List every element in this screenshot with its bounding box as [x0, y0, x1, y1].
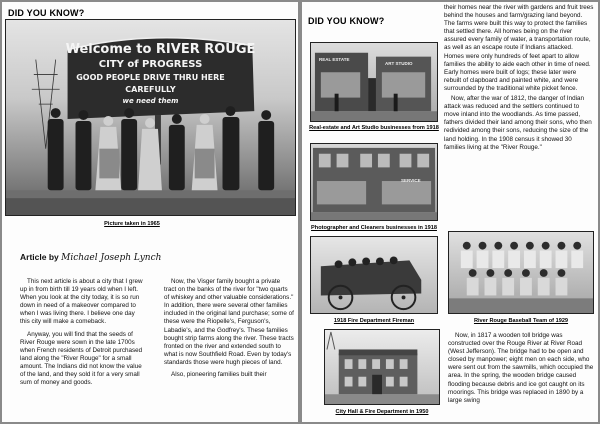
- article-paragraph: This next article is about a city that I grew up in from birth till 19 years old when I left. When you look at the city today, it is so run down in need of a makeover compared to when I was living there. I believe one day this city will make a comeback.: [20, 278, 143, 326]
- article-paragraph: Now, the Visger family bought a private tract on the banks of the river for "two quarts of whiskey and other valuable considerations." In addition, there were several other families included in the original land purchase; some of these were the Riopelle's, Ferguson's, Labadie's, and the Godfrey's. These families bought strip farms along the river. These tracts fronted on the river and extended south to what is now Southfield Road. Even by today's standards those were hugh pieces of land.: [164, 278, 294, 366]
- realestate-caption: Real-estate and Art Studio businesses from 1918: [309, 125, 439, 131]
- realestate-sign: REAL ESTATE: [319, 57, 350, 62]
- baseball-team-drawing: [449, 232, 593, 313]
- sign-line-good-people: GOOD PEOPLE DRIVE THRU HERE: [76, 73, 225, 82]
- article-column-1: [20, 278, 144, 387]
- cleaners-sign: SERVICE: [401, 178, 421, 183]
- sign-line-welcome: Welcome to RIVER ROUGE: [65, 42, 256, 57]
- artstudio-sign: ART STUDIO: [385, 61, 413, 66]
- sign-line-carefully: CAREFULLY: [125, 85, 176, 94]
- fire-caption: 1918 Fire Department Fireman: [333, 318, 415, 324]
- city-hall-drawing: [325, 330, 439, 404]
- cleaners-caption: Photographer and Cleaners businesses in 1918: [311, 225, 437, 231]
- article-title-prefix: Article by: [20, 252, 59, 262]
- fire-department-photo: [310, 236, 438, 314]
- article-paragraph: Anyway, you will find that the seeds of River Rouge were sown in the late 1700s when French residents of Detroit purchased land along the "River Rouge" for a small amount. The Indians did not know the value of the land, and they sold it for a very small sum of money and goods.: [20, 330, 143, 387]
- right-page: [302, 2, 598, 422]
- article-paragraph: their homes near the river with gardens and fruit trees behind the houses and farm/grazing land beyond. The farms were built this way to protect the families that settled there. All homes being on the river assured every family of water, a transportation route, as well as an escape route if Indians attacked. Homes were only hundreds of feet apart to allow families the ability to aide each other in time of need. Early homes were built of logs; these later were rebuilt of clapboard and painted white, and were surrounded by the traditional white picket fence.: [444, 4, 594, 92]
- realestate-photo: [310, 42, 438, 122]
- baseball-team-photo: [448, 231, 594, 314]
- article-author: Michael Joseph Lynch: [61, 253, 162, 263]
- city-hall-photo: [324, 329, 440, 405]
- photo-caption-1965: Picture taken in 1965: [104, 221, 160, 227]
- right-page-heading: DID YOU KNOW?: [308, 16, 385, 26]
- city-hall-caption: City Hall & Fire Department in 1950: [335, 409, 429, 415]
- sign-line-city: CITY of PROGRESS: [98, 59, 203, 70]
- article-paragraph: Also, pioneering families built their: [171, 371, 267, 379]
- welcome-sign-photo: [5, 19, 296, 216]
- article-paragraph: Now, after the war of 1812, the danger of Indian attack was reduced and the settlers continued to move inland into the woodlands. As time passed, fathers divided their land among their sons, who then redivided among their sons, reducing the size of the land holding. In the 1908 census it showed 30 families living at the "River Rouge.": [444, 95, 592, 151]
- article-paragraph: Now, in 1817 a wooden toll bridge was constructed over the Rouge River at River Road (West Jefferson). The bridge had to be open and closed by manpower; eight men on each side, who were sent out from the sawmills, which occupied the area. In the spring, the wooden bridge caused flooding because debris and ice got caught on its moorings. This bridge was replaced in 1890 by a large swing: [448, 332, 594, 404]
- fire-truck-drawing: [311, 237, 437, 313]
- left-page-heading: DID YOU KNOW?: [8, 8, 85, 18]
- cleaners-photo: [310, 143, 438, 221]
- realestate-storefront-drawing: [311, 43, 437, 121]
- right-column-top: [444, 4, 594, 152]
- right-column-bottom: [448, 332, 596, 405]
- baseball-caption: River Rouge Baseball Team of 1929: [473, 318, 569, 324]
- left-page: [2, 2, 298, 422]
- sign-line-need-them: we need them: [122, 97, 179, 105]
- article-column-2: [164, 278, 294, 379]
- article-byline: [20, 252, 161, 263]
